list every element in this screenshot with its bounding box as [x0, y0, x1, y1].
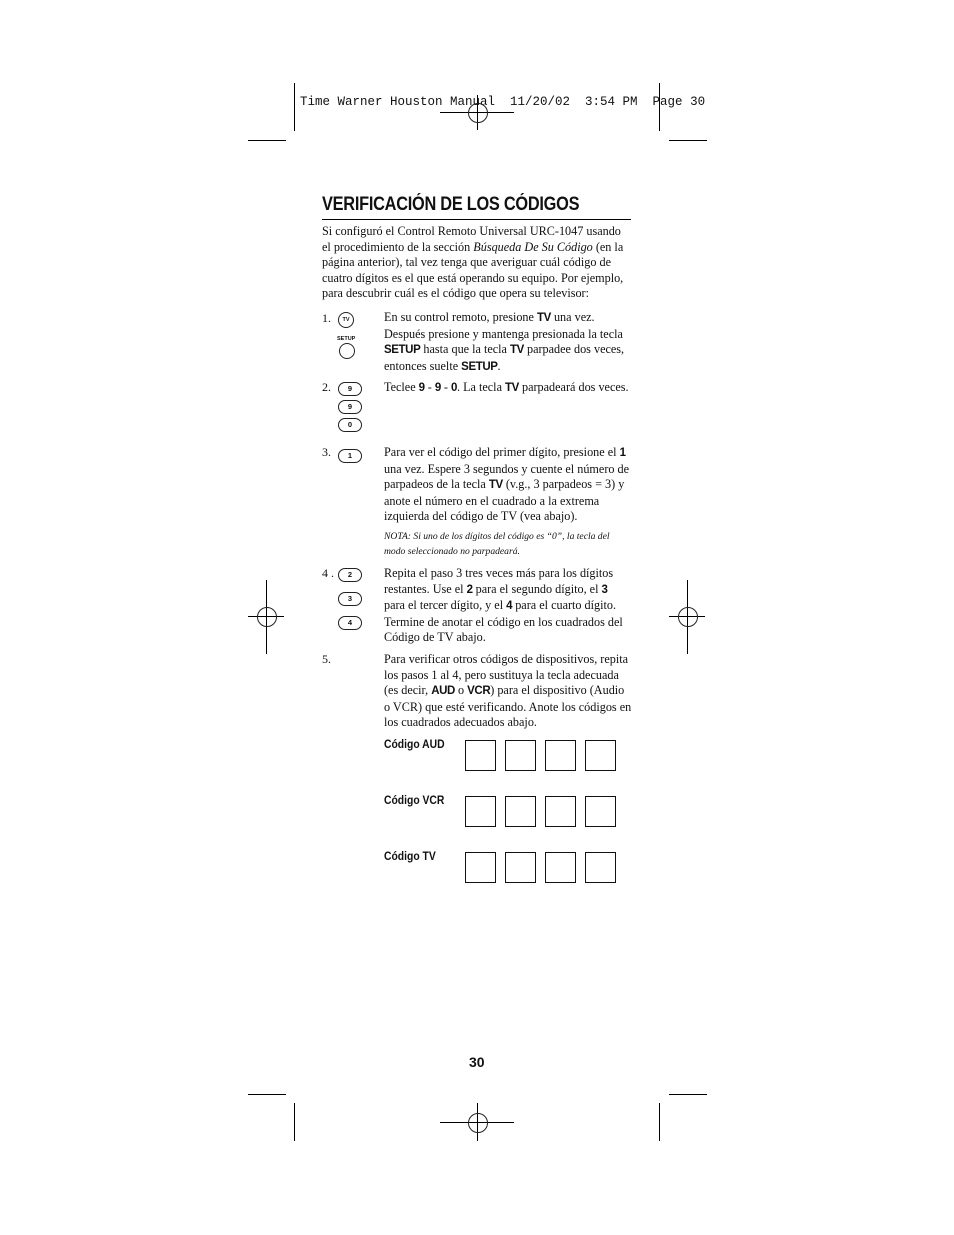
- one-button-icon: 1: [338, 449, 362, 463]
- nine-button-icon: 9: [338, 382, 362, 396]
- step-number: 2.: [322, 380, 331, 394]
- title-rule: [322, 219, 631, 220]
- setup-label: SETUP: [337, 336, 356, 342]
- step-number: 1.: [322, 311, 331, 325]
- code-digit-box[interactable]: [505, 796, 536, 827]
- step-3-text: Para ver el código del primer dígito, presione el 1 una vez. Espere 3 segundos y cuente el número de parpadeos de la tecla TV (v.g., 3 parpadeos = 3) y anote el número en el cuadrado a la extrema izquierda del código de TV (vea abajo).: [384, 445, 630, 524]
- step-number: 4 .: [322, 566, 334, 580]
- code-digit-box[interactable]: [585, 852, 616, 883]
- four-button-icon: 4: [338, 616, 362, 630]
- code-label: Código VCR: [384, 795, 445, 807]
- step-1-text: En su control remoto, presione TV una vez. Después presione y mantenga presionada la tecla SETUP hasta que la tecla TV parpadee dos veces, entonces suelte SETUP.: [384, 310, 625, 373]
- setup-button-icon: [339, 343, 355, 359]
- step-number: 3.: [322, 445, 331, 459]
- step-3-note: NOTA: Si uno de los dígitos del código es “0”, la tecla del modo seleccionado no parpadeará.: [384, 531, 610, 557]
- step-5-text: Para verificar otros códigos de dispositivos, repita los pasos 1 al 4, pero sustituya la tecla adecuada (es decir, AUD o VCR) para el dispositivo (Audio o VCR) que esté verificando. Anote los códigos en los cuadrados adecuados abajo.: [384, 652, 632, 730]
- step-2-text: Teclee 9 - 9 - 0. La tecla TV parpadeará dos veces.: [384, 380, 629, 394]
- code-digit-box[interactable]: [465, 740, 496, 771]
- code-digit-box[interactable]: [585, 796, 616, 827]
- step-number: 5.: [322, 652, 331, 666]
- zero-button-icon: 0: [338, 418, 362, 432]
- code-digit-box[interactable]: [465, 852, 496, 883]
- code-digit-box[interactable]: [545, 740, 576, 771]
- page-title: VERIFICACIÓN DE LOS CÓDIGOS: [322, 194, 580, 215]
- code-digit-box[interactable]: [505, 852, 536, 883]
- three-button-icon: 3: [338, 592, 362, 606]
- code-digit-box[interactable]: [545, 796, 576, 827]
- page-number: 30: [469, 1054, 485, 1070]
- code-label: Código TV: [384, 851, 436, 863]
- code-digit-box[interactable]: [505, 740, 536, 771]
- step-4-text: Repita el paso 3 tres veces más para los dígitos restantes. Use el 2 para el segundo dígito, el 3 para el tercer dígito, y el 4 para el cuarto dígito. Termine de anotar el código en los cuadrados del Código de TV abajo.: [384, 566, 623, 645]
- intro-paragraph: Si configuró el Control Remoto Universal URC-1047 usando el procedimiento de la sección Búsqueda De Su Código (en la página anterior), tal vez tenga que averiguar cuál código de cuatro dígitos es el que está operando su equipo. Por ejemplo, para descubrir cuál es el código que opera su televisor:: [322, 224, 624, 301]
- print-slug: Time Warner Houston Manual 11/20/02 3:54 PM Page 30: [300, 95, 706, 109]
- two-button-icon: 2: [338, 568, 362, 582]
- tv-button-icon: TV: [338, 312, 354, 328]
- code-label: Código AUD: [384, 739, 445, 751]
- code-digit-box[interactable]: [465, 796, 496, 827]
- nine-button-icon: 9: [338, 400, 362, 414]
- code-digit-box[interactable]: [545, 852, 576, 883]
- code-digit-box[interactable]: [585, 740, 616, 771]
